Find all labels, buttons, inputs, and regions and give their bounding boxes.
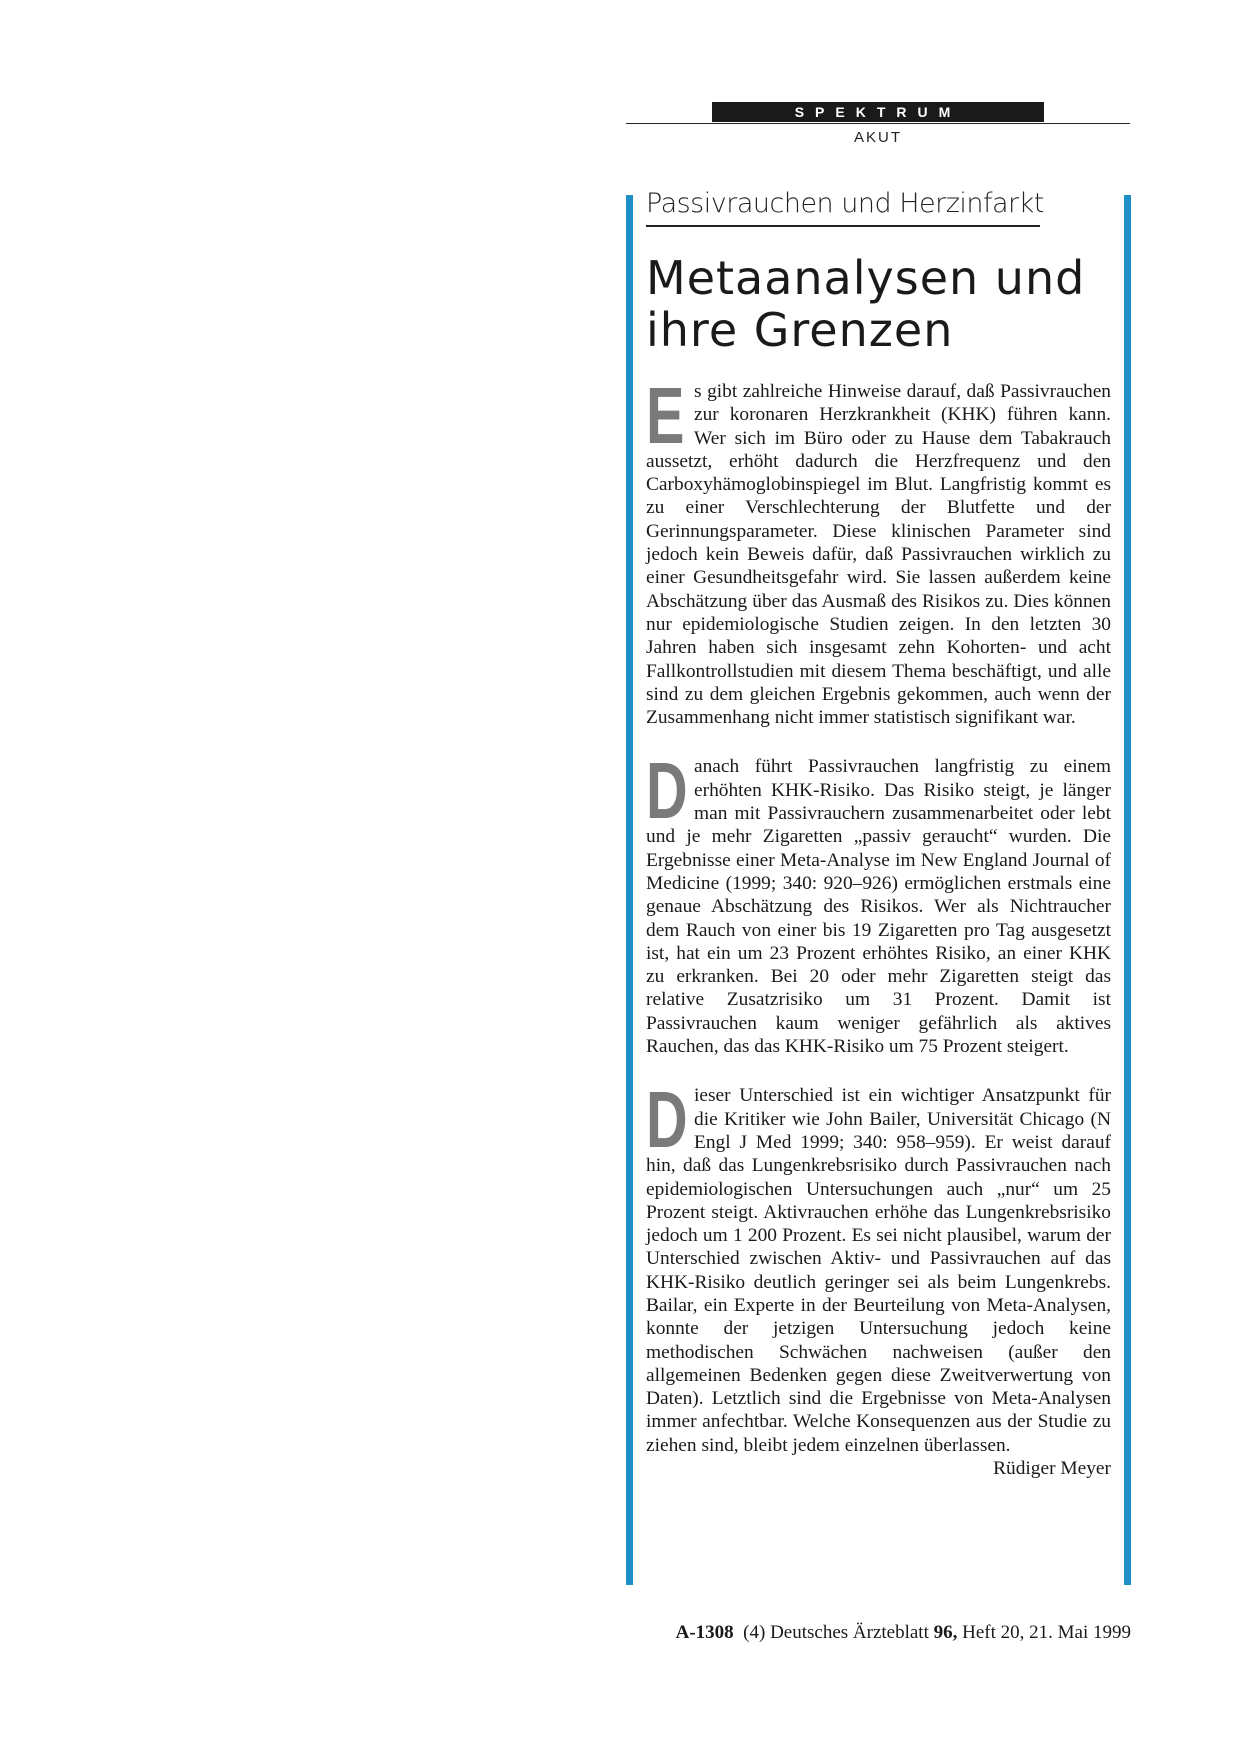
dropcap: E — [646, 371, 685, 460]
article-body — [646, 371, 1111, 1483]
subsection-label: AKUT — [853, 129, 902, 146]
issue-info: Heft 20, 21. Mai 1999 — [962, 1622, 1131, 1643]
paragraph-3 — [646, 1075, 1111, 1480]
page-local: (4) — [743, 1622, 766, 1643]
header-rule — [626, 123, 1130, 124]
author-name: Rüdiger Meyer — [993, 1458, 1111, 1480]
right-accent-bar — [1124, 195, 1131, 1585]
section-label: SPEKTRUM — [712, 102, 1044, 122]
article-kicker: Passivrauchen und Herzinfarkt — [646, 188, 1040, 227]
left-accent-bar — [626, 195, 633, 1585]
paragraph-2 — [646, 746, 1111, 1058]
dropcap: D — [646, 1075, 688, 1165]
journal-volume: 96, — [933, 1622, 958, 1643]
dropcap: D — [646, 746, 688, 836]
page-number: A-1308 — [675, 1622, 734, 1643]
paragraph-1 — [646, 371, 1111, 729]
page-footer — [646, 1622, 1131, 1644]
paragraph-text: s gibt zahlreiche Hinweise darauf, daß Passivrauchen zur koronaren Herzkrankheit (KHK) führen kann. Wer sich im Büro oder zu Hause dem Tabakrauch aussetzt, erhöht dadurch die Herzfrequenz und den Carboxyhämoglobinspiegel im Blut. Langfristig kommt es zu einer Verschlechterung der Blutfette und der Gerinnungsparameter. Diese klinischen Parameter sind jedoch kein Beweis dafür, daß Passivrauchen wirklich zu einer Gesundheitsgefahr wird. Sie lassen außerdem keine Abschätzung über das Ausmaß des Risikos zu. Dies können nur epidemiologische Studien zeigen. In den letzten 30 Jahren haben sich insgesamt zehn Kohorten- und acht Fallkontrollstudien mit diesem Thema beschäftigt, und alle sind zu dem gleichen Ergebnis gekommen, auch wenn der Zusammenhang nicht immer statistisch signifikant war. — [646, 381, 1111, 729]
article-title: Metaanalysen und ihre Grenzen — [646, 251, 1086, 357]
paragraph-text: anach führt Passivrauchen langfristig zu einem erhöhten KHK-Risiko. Das Risiko steigt, je länger man mit Passivrauchern zusammenarbeitet oder lebt und je mehr Zigaretten „passiv geraucht“ wurden. Die Ergebnisse einer Meta-Analyse im New England Journal of Medicine (1999; 340: 920–926) ermöglichen erstmals eine genaue Abschätzung des Risikos. Wer als Nichtraucher dem Rauch von einer bis 19 Zigaretten pro Tag ausgesetzt ist, hat ein um 23 Prozent erhöhtes Risiko, an einer KHK zu erkranken. Bei 20 oder mehr Zigaretten steigt das relative Zusatzrisiko um 31 Prozent. Damit ist Passivrauchen kaum weniger gefährlich als aktives Rauchen, das das KHK-Risiko um 75 Prozent steigert. — [646, 756, 1111, 1058]
paragraph-text: ieser Unterschied ist ein wichtiger Ansatzpunkt für die Kritiker wie John Bailer, Universität Chicago (N Engl J Med 1999; 340: 958–959). Er weist darauf hin, daß das Lungenkrebsrisiko durch Passivrauchen nach epidemiologischen Untersuchungen auch „nur“ um 25 Prozent steigt. Aktivrauchen erhöhe das Lungenkrebsrisiko jedoch um 1 200 Prozent. Es sei nicht plausibel, warum der Unterschied zwischen Aktiv- und Passivrauchen auf das KHK-Risiko deutlich geringer sei als beim Lungenkrebs. Bailar, ein Experte in der Beurteilung von Meta-Analysen, konnte der jetzigen Untersuchung jedoch keine methodischen Schwächen nachweisen (außer den allgemeinen Bedenken gegen diese Zweitverwertung von Daten). Letztlich sind die Ergebnisse von Meta-Analysen immer anfechtbar. Welche Konsequenzen aus der Studie zu ziehen sind, bleibt jedem einzelnen überlassen. — [646, 1085, 1111, 1456]
journal-name: Deutsches Ärzteblatt — [770, 1622, 929, 1643]
